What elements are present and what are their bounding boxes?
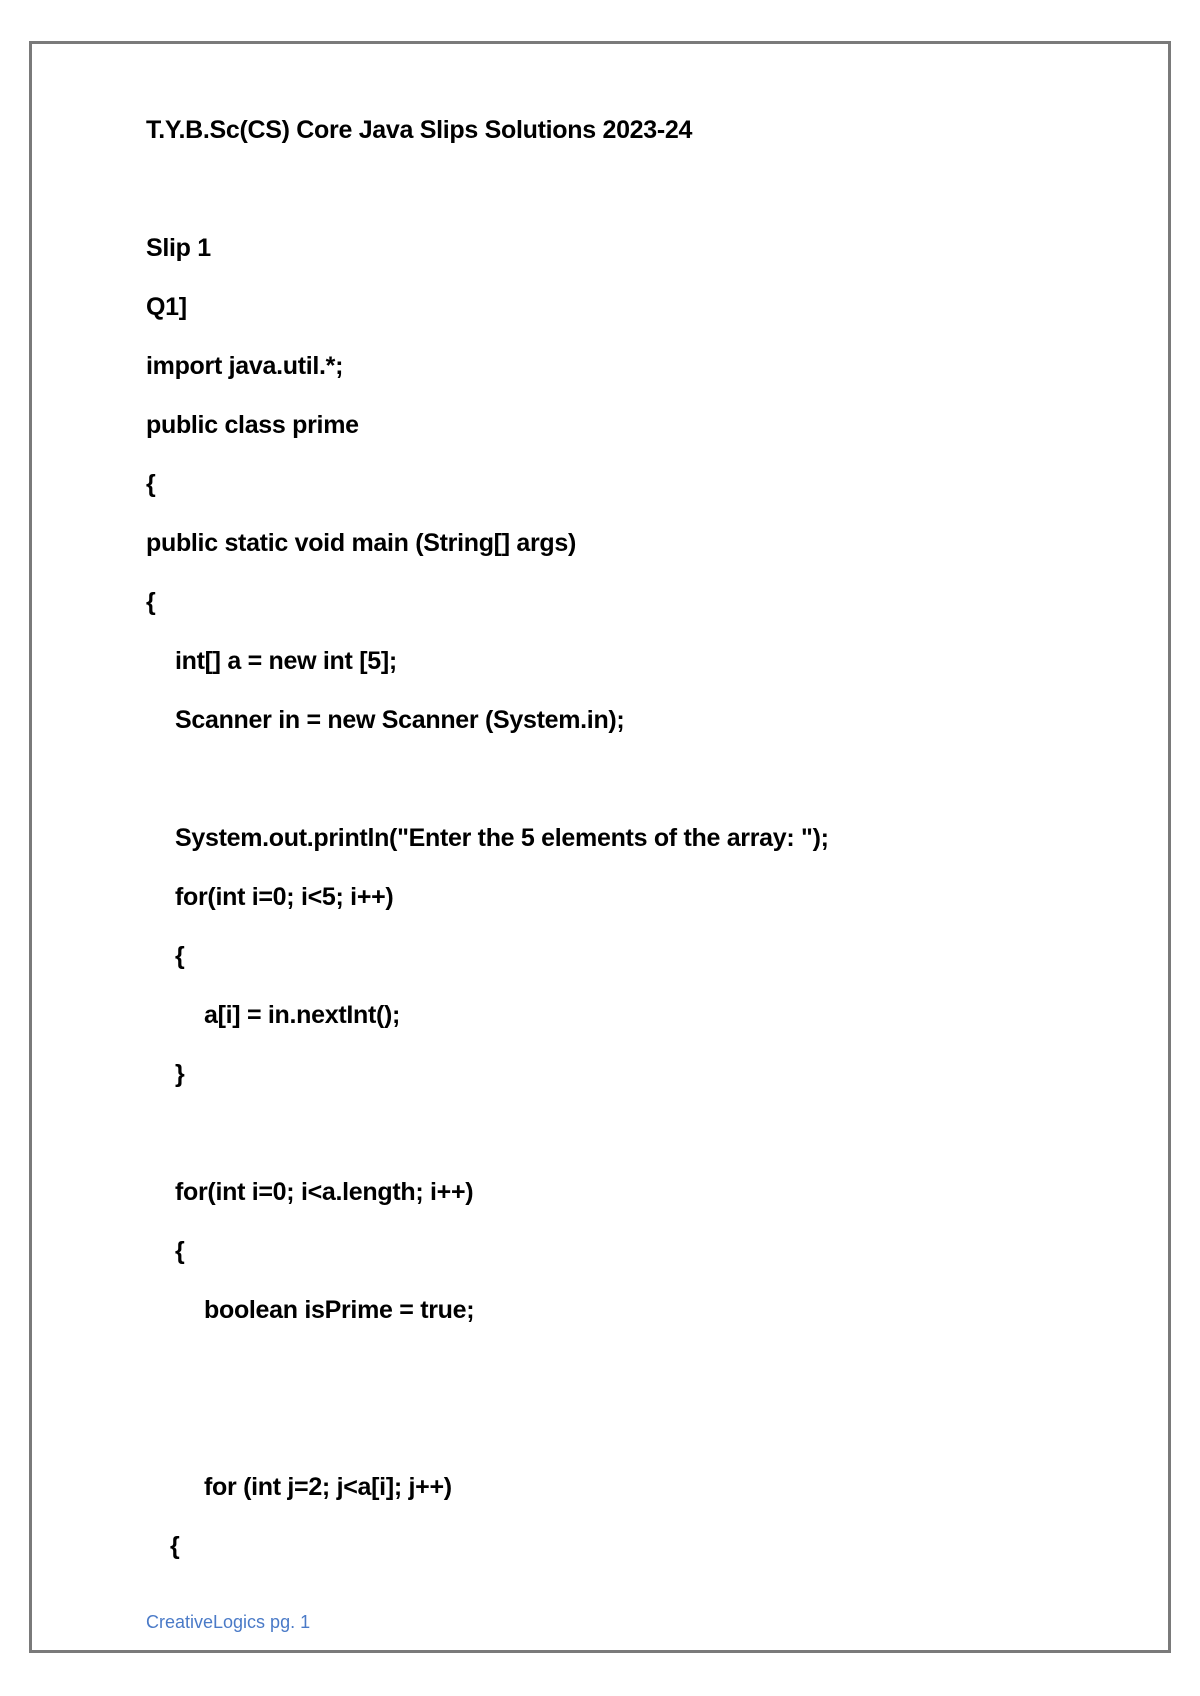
question-label: Q1] [146, 293, 187, 321]
slip-heading: Slip 1 [146, 234, 211, 262]
code-line: for(int i=0; i<a.length; i++) [175, 1178, 474, 1206]
code-line: import java.util.*; [146, 352, 344, 380]
code-line: System.out.println("Enter the 5 elements of the array: "); [175, 824, 829, 852]
code-line: int[] a = new int [5]; [175, 647, 397, 675]
code-line: } [175, 1060, 185, 1088]
code-line: public class prime [146, 411, 359, 439]
code-line: public static void main (String[] args) [146, 529, 577, 557]
code-line: { [170, 1532, 180, 1560]
code-line: { [146, 588, 156, 616]
document-title: T.Y.B.Sc(CS) Core Java Slips Solutions 2023-24 [146, 116, 693, 144]
code-line: Scanner in = new Scanner (System.in); [175, 706, 625, 734]
code-line: { [175, 1237, 185, 1265]
code-line: { [146, 470, 156, 498]
page-footer: CreativeLogics pg. 1 [146, 1612, 311, 1632]
code-line: for(int i=0; i<5; i++) [175, 883, 394, 911]
code-line: { [175, 942, 185, 970]
code-line: boolean isPrime = true; [204, 1296, 475, 1324]
code-line: for (int j=2; j<a[i]; j++) [204, 1473, 452, 1501]
code-line: a[i] = in.nextInt(); [204, 1001, 401, 1029]
